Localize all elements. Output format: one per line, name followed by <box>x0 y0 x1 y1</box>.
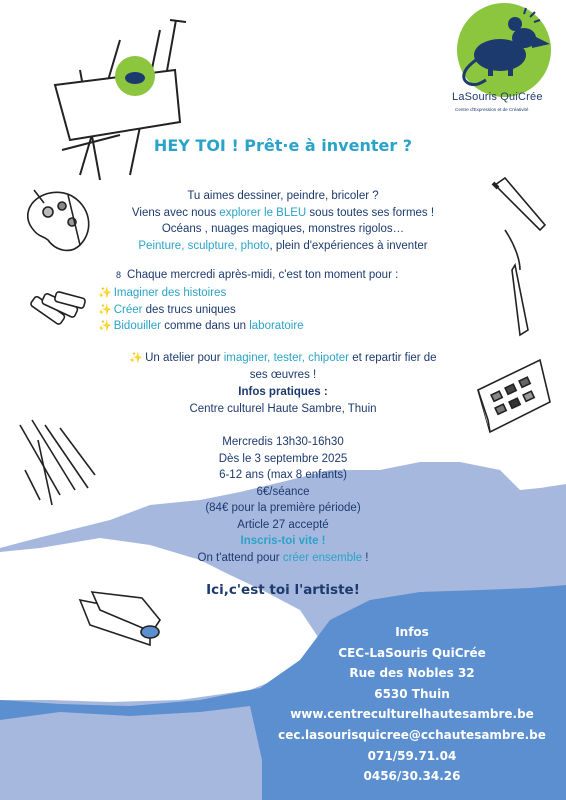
list-item <box>98 302 304 319</box>
wednesday-text: Chaque mercredi après-midi, c'est ton moment pour : <box>127 269 399 281</box>
wednesday-line <box>116 267 398 284</box>
contact-phone-2[interactable]: 0456/30.34.26 <box>363 769 461 784</box>
intro-line-2 <box>0 205 566 222</box>
activity-list <box>98 285 304 335</box>
intro-line-2-b: sous toutes ses formes ! <box>306 206 435 219</box>
list-item-highlight: Imaginer des histoires <box>113 287 227 299</box>
list-item-highlight: Bidouiller <box>113 320 162 332</box>
sparkle-icon: ✨ <box>98 287 112 299</box>
contact-city: 6530 Thuin <box>374 686 450 701</box>
list-item <box>98 285 304 302</box>
wednesday-marker: 8 <box>116 270 122 280</box>
infos-price-period: (84€ pour la première période) <box>205 502 361 514</box>
atelier-b: et repartir fier de <box>349 352 437 364</box>
infos-start: Dès le 3 septembre 2025 <box>218 452 348 465</box>
wait-line <box>0 550 566 567</box>
logo-tagline: Centre d'Expression et de Créativité <box>455 107 529 112</box>
atelier-line-2: ses œuvres ! <box>249 368 317 381</box>
intro-line-3: Océans , nuages magiques, monstres rigolos… <box>161 223 405 235</box>
contact-street: Rue des Nobles 32 <box>349 666 475 681</box>
intro-line-4 <box>0 238 566 255</box>
contact-email[interactable]: cec.lasourisquicree@cchautesambre.be <box>278 727 546 742</box>
wait-highlight: créer ensemble <box>282 551 363 564</box>
sparkle-icon: ✨ <box>98 320 112 332</box>
atelier-paragraph <box>0 350 566 383</box>
intro-paragraph <box>0 188 566 254</box>
paint-tubes-icon <box>30 291 86 325</box>
intro-line-1: Tu aimes dessiner, peindre, bricoler ? <box>187 190 379 202</box>
artist-slogan: Ici,c'est toi l'artiste! <box>206 582 360 598</box>
intro-line-4-b: , plein d'expériences à inventer <box>269 239 428 252</box>
atelier-a: Un atelier pour <box>145 352 224 364</box>
intro-line-4-highlight: Peinture, sculpture, photo <box>138 239 270 252</box>
intro-line-2-highlight: explorer le BLEU <box>219 206 307 219</box>
infos-article: Article 27 accepté <box>237 518 329 531</box>
infos-heading: Infos pratiques : <box>238 386 328 398</box>
big-paint-tubes-icon <box>80 592 160 645</box>
atelier-line-1 <box>0 350 566 367</box>
contact-heading: Infos <box>395 625 429 639</box>
infos-schedule: Mercredis 13h30-16h30 <box>222 436 344 448</box>
atelier-highlight: imaginer, tester, chipoter <box>223 352 350 364</box>
contact-website[interactable]: www.centreculturelhautesambre.be <box>290 707 534 722</box>
infos-price: 6€/séance <box>256 485 310 498</box>
contact-block <box>262 622 562 787</box>
list-item <box>98 318 304 335</box>
contact-org: CEC-LaSouris QuiCrée <box>338 645 486 660</box>
wait-b: ! <box>362 551 369 564</box>
signup-text: Inscris-toi vite ! <box>240 535 326 547</box>
infos-age: 6-12 ans (max 8 enfants) <box>219 469 347 481</box>
intro-line-2-a: Viens avec nous <box>131 206 220 219</box>
list-item-rest: comme dans un <box>161 320 250 332</box>
list-item-rest: des trucs uniques <box>142 303 236 316</box>
sparkle-icon: ✨ <box>129 352 144 364</box>
easel-icon <box>55 20 186 180</box>
infos-block <box>0 384 566 566</box>
list-item-highlight-2: laboratoire <box>249 320 304 332</box>
sparkle-icon: ✨ <box>98 303 112 316</box>
page-title: HEY TOI ! Prêt·e à inventer ? <box>153 136 413 155</box>
logo-name: LaSouris QuiCrée <box>452 91 543 103</box>
wait-a: On t'attend pour <box>197 551 283 564</box>
contact-phone-1[interactable]: 071/59.71.04 <box>367 748 457 763</box>
easel-mouse <box>125 72 145 84</box>
list-item-highlight: Créer <box>113 303 143 316</box>
infos-place: Centre culturel Haute Sambre, Thuin <box>189 402 377 415</box>
